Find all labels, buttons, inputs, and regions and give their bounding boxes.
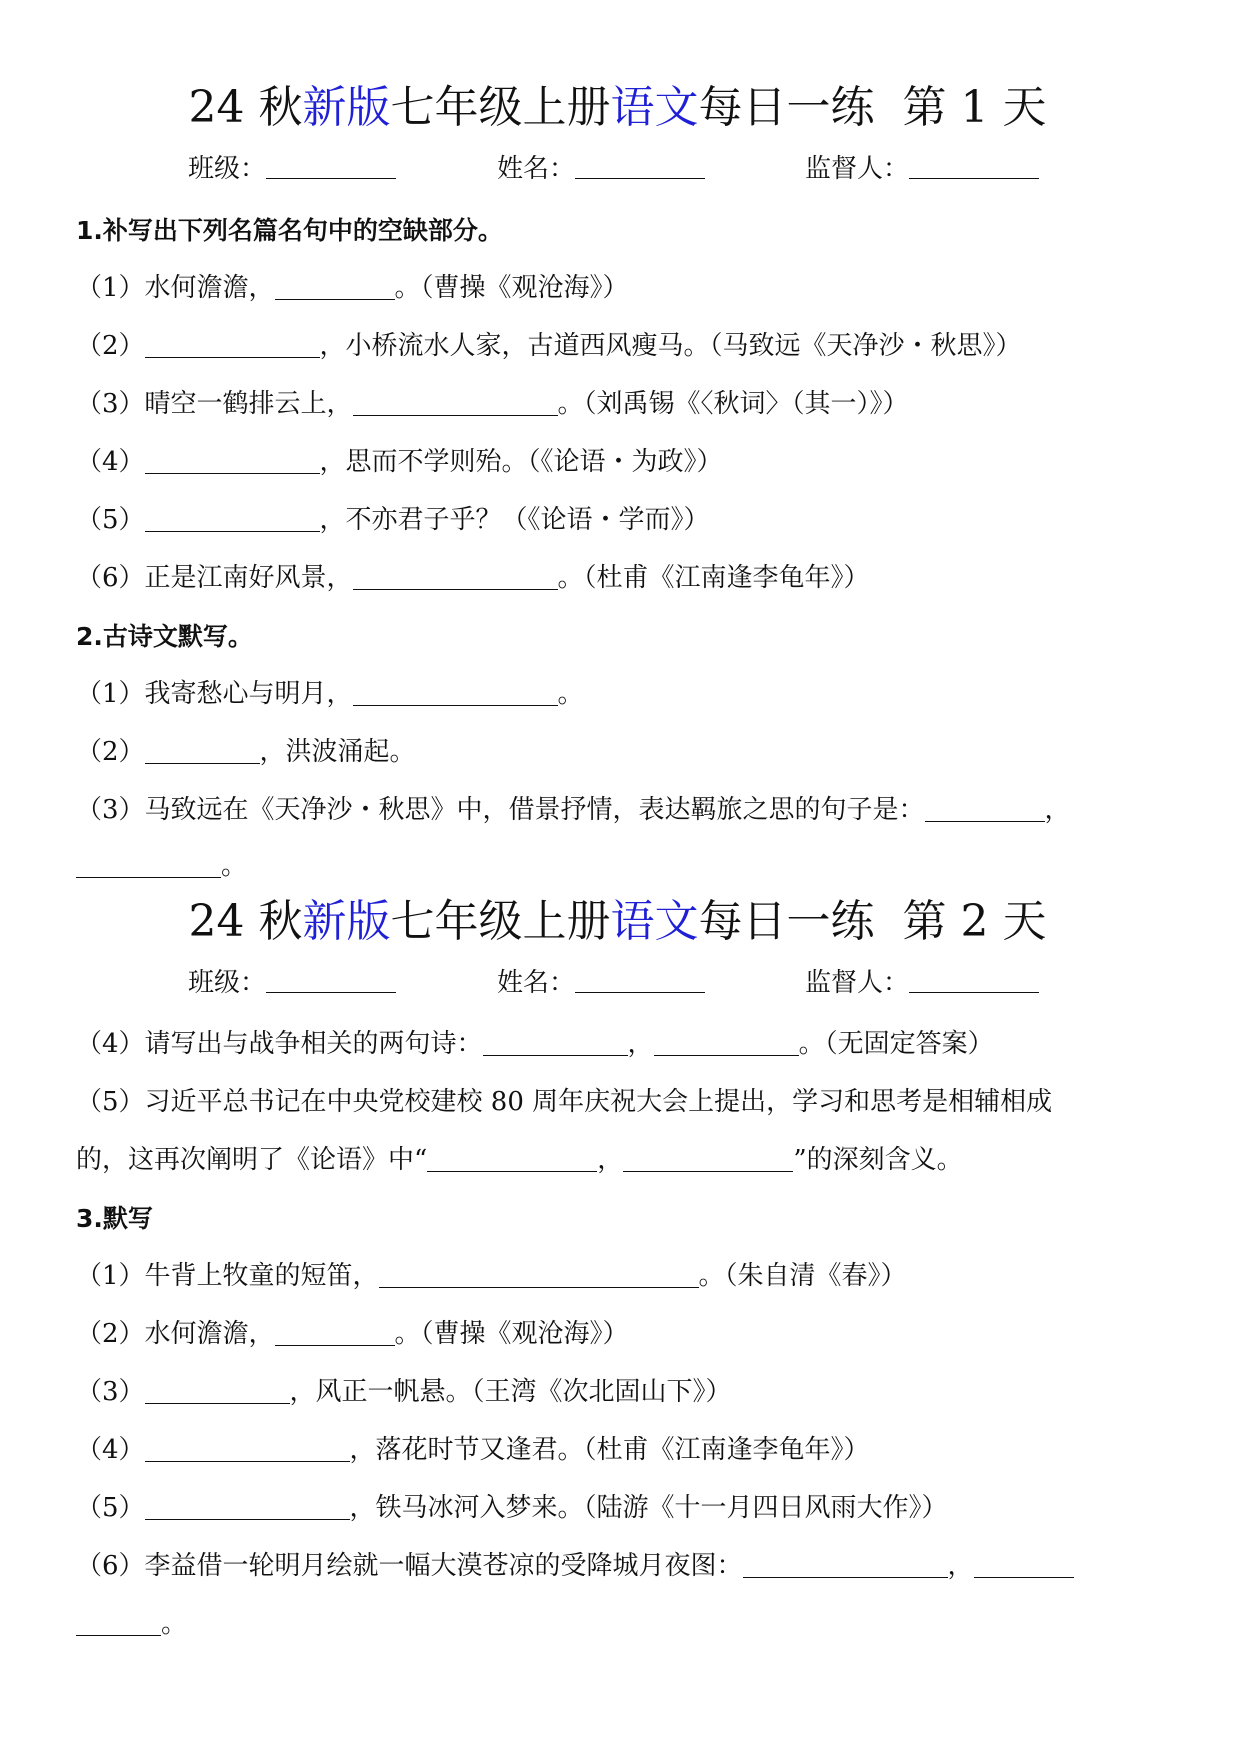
answer-blank[interactable] [275, 273, 395, 300]
question-text: （5） [76, 505, 145, 535]
name-blank[interactable] [575, 968, 705, 993]
question-source: ，风正一帆悬。（王湾《次北固山下》） [289, 1377, 732, 1407]
question-comma: ， [947, 1551, 974, 1581]
section-heading-1: 1.补写出下列名篇名句中的空缺部分。 [76, 216, 503, 245]
question-source: ，铁马冰河入梦来。（陆游《十一月四日风雨大作》） [349, 1493, 948, 1523]
title-prefix: 24 秋 [188, 896, 303, 947]
answer-blank[interactable] [76, 1609, 161, 1636]
question-text: （5） [76, 1493, 145, 1523]
answer-blank[interactable] [145, 505, 320, 532]
title-grade: 七年级上册 [390, 82, 611, 133]
question-source: 。（曹操《观沧海》） [394, 273, 629, 303]
supervisor-label: 监督人： [805, 154, 910, 184]
question-1-1 [76, 270, 1166, 306]
name-label: 姓名： [497, 968, 576, 998]
question-text: （6）正是江南好风景， [76, 563, 353, 593]
section-heading-3: 3.默写 [76, 1204, 153, 1233]
answer-blank[interactable] [145, 447, 320, 474]
question-2-4 [76, 1026, 1166, 1062]
answer-blank[interactable] [483, 1029, 628, 1056]
question-1-3 [76, 386, 1166, 422]
answer-blank[interactable] [379, 1261, 699, 1288]
answer-blank[interactable] [353, 389, 558, 416]
question-3-6-continued [76, 1606, 1166, 1642]
question-text: （4） [76, 447, 145, 477]
question-source: ，落花时节又逢君。（杜甫《江南逢李龟年》） [349, 1435, 870, 1465]
supervisor-blank[interactable] [909, 154, 1039, 179]
question-3-3 [76, 1374, 1166, 1410]
question-text: （6）李益借一轮明月绘就一幅大漠苍凉的受降城月夜图： [76, 1551, 743, 1581]
answer-blank[interactable] [76, 851, 221, 878]
question-text: （3）马致远在《天净沙・秋思》中，借景抒情，表达羁旅之思的句子是： [76, 795, 925, 825]
question-1-2 [76, 328, 1166, 364]
question-3-5 [76, 1490, 1166, 1526]
answer-blank[interactable] [353, 679, 558, 706]
question-text: （5）习近平总书记在中央党校建校 80 周年庆祝大会上提出，学习和思考是相辅相成 [76, 1087, 1053, 1117]
question-text: （3）晴空一鹤排云上， [76, 389, 353, 419]
class-blank[interactable] [266, 968, 396, 993]
answer-blank[interactable] [743, 1551, 948, 1578]
question-source: 。（刘禹锡《〈秋词〉（其一）》） [557, 389, 909, 419]
name-field[interactable] [497, 966, 705, 1000]
question-text: （1）我寄愁心与明月， [76, 679, 353, 709]
question-text: 的，这再次阐明了《论语》中“ [76, 1145, 428, 1175]
question-source: 。（曹操《观沧海》） [394, 1319, 629, 1349]
class-label: 班级： [188, 968, 267, 998]
title-highlight-new: 新版 [302, 82, 391, 133]
class-blank[interactable] [266, 154, 396, 179]
question-text: （2） [76, 331, 145, 361]
question-2-1 [76, 676, 1166, 712]
question-source: 。（杜甫《江南逢李龟年》） [557, 563, 870, 593]
answer-blank[interactable] [275, 1319, 395, 1346]
question-text: （4）请写出与战争相关的两句诗： [76, 1029, 483, 1059]
question-3-6 [76, 1548, 1166, 1584]
title-highlight-chinese: 语文 [610, 896, 699, 947]
question-source: ，不亦君子乎？（《论语・学而》） [319, 505, 710, 535]
question-text: （2） [76, 737, 145, 767]
question-2-5 [76, 1084, 1166, 1120]
question-end: 。 [161, 1609, 188, 1639]
question-comma: ， [1044, 795, 1071, 825]
supervisor-blank[interactable] [909, 968, 1039, 993]
name-field[interactable] [497, 152, 705, 186]
answer-blank[interactable] [145, 1377, 290, 1404]
question-comma: ， [627, 1029, 654, 1059]
name-blank[interactable] [575, 154, 705, 179]
answer-blank[interactable] [353, 563, 558, 590]
page-title-day1 [0, 80, 1235, 136]
title-highlight-new: 新版 [302, 896, 391, 947]
class-field[interactable] [188, 152, 396, 186]
answer-blank[interactable] [925, 795, 1045, 822]
question-end: 。（无固定答案） [798, 1029, 994, 1059]
question-2-2 [76, 734, 1166, 770]
question-source: ，思而不学则殆。（《论语・为政》） [319, 447, 723, 477]
question-2-3-continued [76, 848, 1166, 884]
answer-blank[interactable] [145, 331, 320, 358]
supervisor-label: 监督人： [805, 968, 910, 998]
question-end: ，洪波涌起。 [259, 737, 416, 767]
title-suffix: 每日一练 第 1 天 [698, 82, 1047, 133]
title-highlight-chinese: 语文 [610, 82, 699, 133]
title-suffix: 每日一练 第 2 天 [698, 896, 1047, 947]
question-end: 。 [221, 851, 248, 881]
answer-blank[interactable] [974, 1551, 1074, 1578]
name-label: 姓名： [497, 154, 576, 184]
question-end: ”的深刻含义。 [793, 1145, 963, 1175]
question-end: 。 [557, 679, 584, 709]
answer-blank[interactable] [145, 737, 260, 764]
question-text: （4） [76, 1435, 145, 1465]
supervisor-field[interactable] [805, 152, 1039, 186]
question-2-3 [76, 792, 1166, 828]
title-prefix: 24 秋 [188, 82, 303, 133]
question-3-2 [76, 1316, 1166, 1352]
section-heading-2: 2.古诗文默写。 [76, 622, 253, 651]
question-1-4 [76, 444, 1166, 480]
question-1-6 [76, 560, 1166, 596]
question-1-5 [76, 502, 1166, 538]
supervisor-field[interactable] [805, 966, 1039, 1000]
question-comma: ， [597, 1145, 624, 1175]
question-3-1 [76, 1258, 1166, 1294]
question-text: （1）牛背上牧童的短笛， [76, 1261, 379, 1291]
answer-blank[interactable] [145, 1493, 350, 1520]
answer-blank[interactable] [427, 1145, 597, 1172]
answer-blank[interactable] [145, 1435, 350, 1462]
question-3-4 [76, 1432, 1166, 1468]
title-grade: 七年级上册 [390, 896, 611, 947]
page-title-day2 [0, 894, 1235, 950]
question-text: （1）水何澹澹， [76, 273, 275, 303]
answer-blank[interactable] [654, 1029, 799, 1056]
question-source: 。（朱自清《春》） [698, 1261, 907, 1291]
class-field[interactable] [188, 966, 396, 1000]
class-label: 班级： [188, 154, 267, 184]
question-text: （2）水何澹澹， [76, 1319, 275, 1349]
question-source: ，小桥流水人家，古道西风瘦马。（马致远《天净沙・秋思》） [319, 331, 1022, 361]
answer-blank[interactable] [623, 1145, 793, 1172]
question-text: （3） [76, 1377, 145, 1407]
question-2-5-continued [76, 1142, 1166, 1178]
